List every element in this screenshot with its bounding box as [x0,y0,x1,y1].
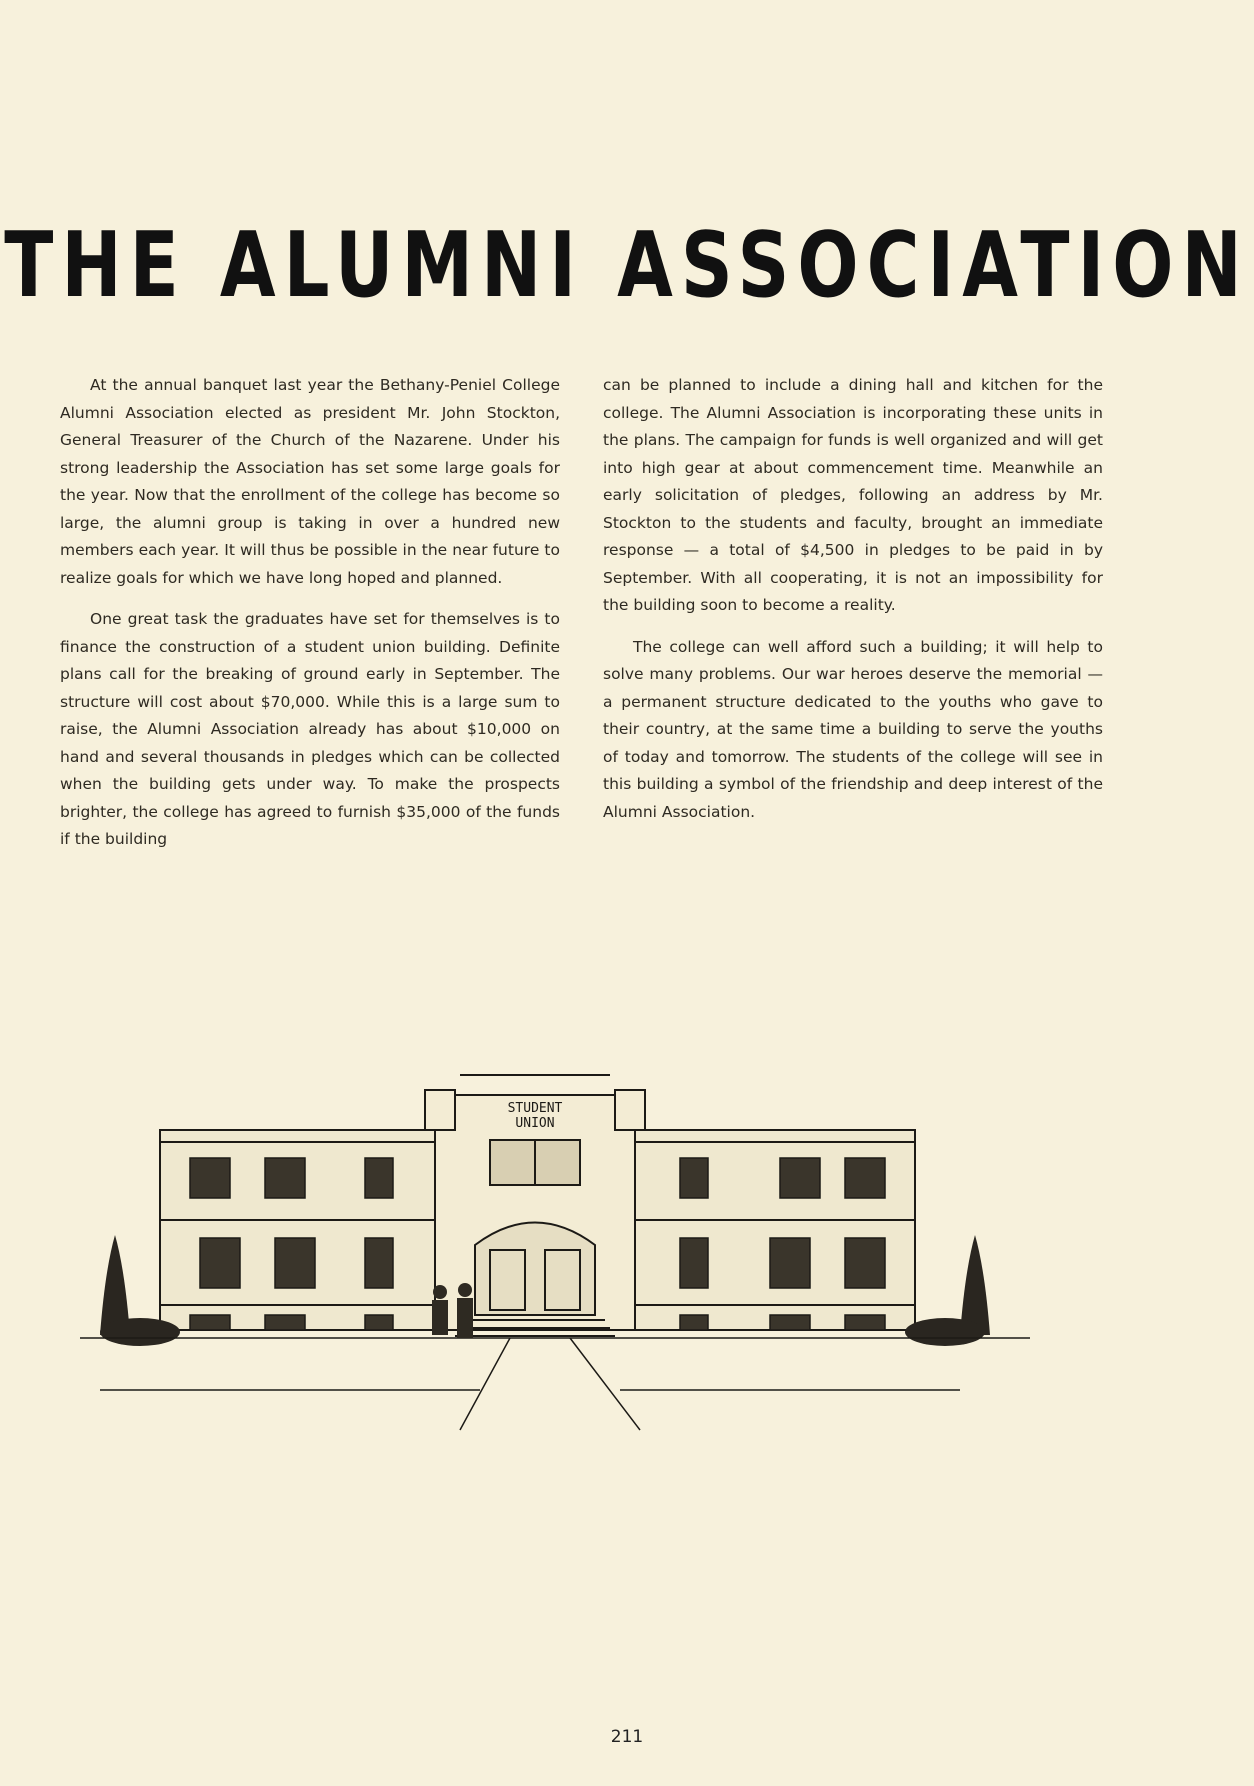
page-number: 211 [610,1727,644,1747]
paragraph-memorial: The college can well afford such a building; it will help to solve many problems. Our war heroes deserve the memorial — a permanent structure dedicated to the youths who gave to their country, at the same time a building to serve the youths of today and tomorrow. The students of the college will see in this building a symbol of the friendship and deep interest of the Alumni Association. [603,637,1103,821]
paragraph-banquet: At the annual banquet last year the Bethany-Peniel College Alumni Association elected as president Mr. John Stockton, General Treasurer of the Church of the Nazarene. Under his strong leadership the Association has set some large goals for the year. Now that the enrollment of the college has become so large, the alumni group is taking in over a hundred new members each year. It will thus be possible in the near future to realize goals for which we have long hoped and planned. [60,376,560,587]
student-union-building-sketch [80,1070,1030,1450]
sign-union: UNION [515,1116,555,1131]
page-title: THE ALUMNI ASSOCIATION [4,212,1250,317]
entrance-arch [475,1223,595,1316]
paragraph-student-union: One great task the graduates have set for themselves is to finance the construction of a student union building. Definite plans call for the breaking of ground early in September. The structure will cost about $70,000. While this is a large sum to raise, the Alumni Association already has about $10,000 on hand and several thousands in pledges which can be collected when the building gets under way. To make the prospects brighter, the college has agreed to furnish $35,000 of the funds if the building [60,610,560,848]
paragraph-dining-hall: can be planned to include a dining hall and kitchen for the college. The Alumni Association is incorporating these units in the plans. The campaign for funds is well organized and will get into high gear at about commencement time. Meanwhile an early solicitation of pledges, following an address by Mr. Stockton to the students and faculty, brought an immediate response — a total of $4,500 in pledges to be paid in by September. With all cooperating, it is not an impossibility for the building soon to become a reality. [603,376,1103,614]
left-text-column [60,372,560,868]
sign-student: STUDENT [507,1101,563,1116]
right-text-column [603,372,1103,840]
